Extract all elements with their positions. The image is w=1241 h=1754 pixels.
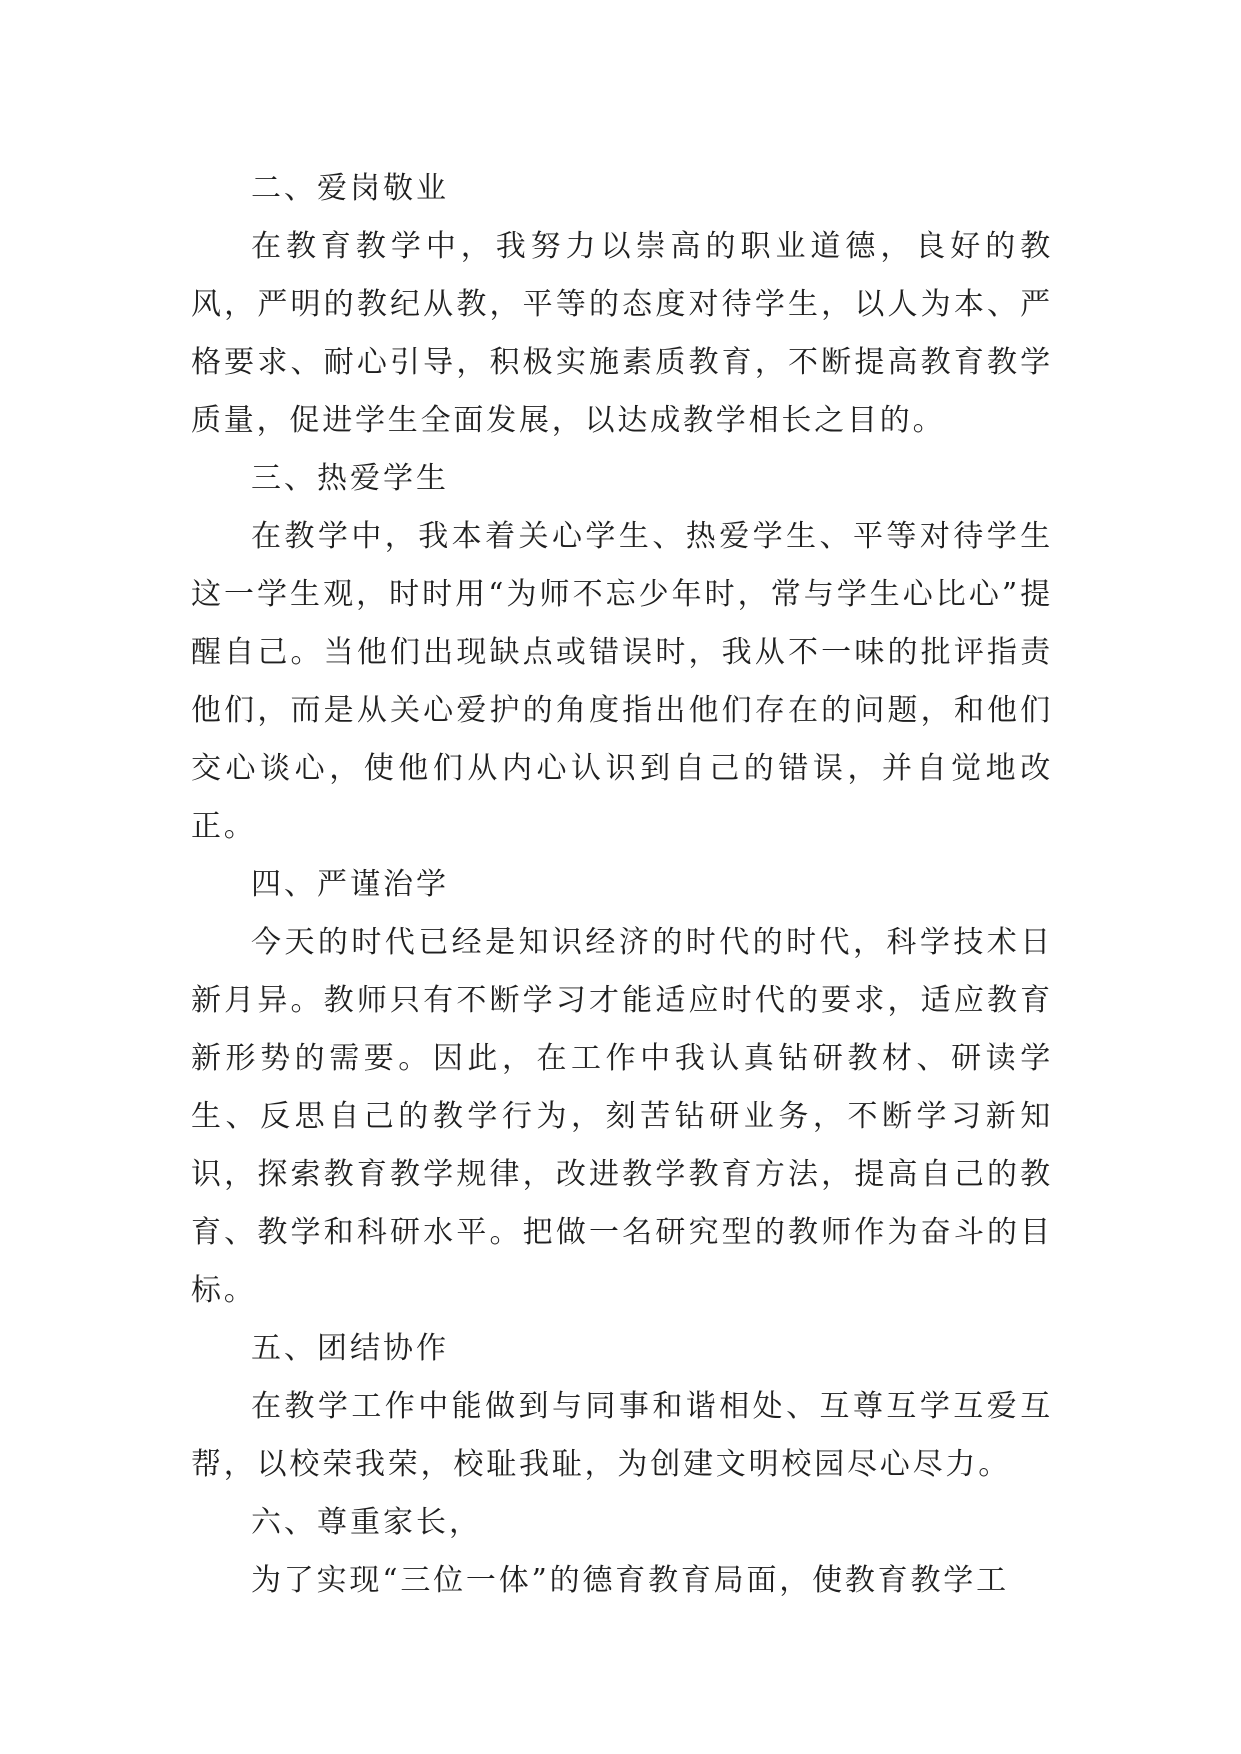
paragraph-love-job: 在教育教学中，我努力以崇高的职业道德，良好的教风，严明的教纪从教，平等的态度对待学生，以人为本、严格要求、耐心引导，积极实施素质教育，不断提高教育教学质量，促进学生全面发展，以达成教学相长之目的。 (191, 229, 1053, 438)
paragraph-love-students: 在教学中，我本着关心学生、热爱学生、平等对待学生这一学生观，时时用“为师不忘少年时，常与学生心比心”提醒自己。当他们出现缺点或错误时，我从不一味的批评指责他们，而是从关心爱护的角度指出他们存在的问题，和他们交心谈心，使他们从内心认识到自己的错误，并自觉地改正。 (191, 519, 1053, 844)
section-heading-love-students: 三、热爱学生 (251, 461, 449, 496)
paragraph-teamwork: 在教学工作中能做到与同事和谐相处、互尊互学互爱互帮，以校荣我荣，校耻我耻，为创建文明校园尽心尽力。 (191, 1389, 1053, 1482)
document-body (191, 160, 1053, 1610)
section-heading-love-job: 二、爱岗敬业 (251, 171, 449, 206)
section-heading-teamwork: 五、团结协作 (251, 1331, 449, 1366)
section-heading-rigorous-study: 四、严谨治学 (251, 867, 449, 902)
paragraph-respect-parents: 为了实现“三位一体”的德育教育局面，使教育教学工 (251, 1563, 1009, 1598)
section-heading-respect-parents: 六、尊重家长， (251, 1505, 482, 1540)
paragraph-rigorous-study: 今天的时代已经是知识经济的时代的时代，科学技术日新月异。教师只有不断学习才能适应时代的要求，适应教育新形势的需要。因此，在工作中我认真钻研教材、研读学生、反思自己的教学行为，刻苦钻研业务，不断学习新知识，探索教育教学规律，改进教学教育方法，提高自己的教育、教学和科研水平。把做一名研究型的教师作为奋斗的目标。 (191, 925, 1053, 1308)
